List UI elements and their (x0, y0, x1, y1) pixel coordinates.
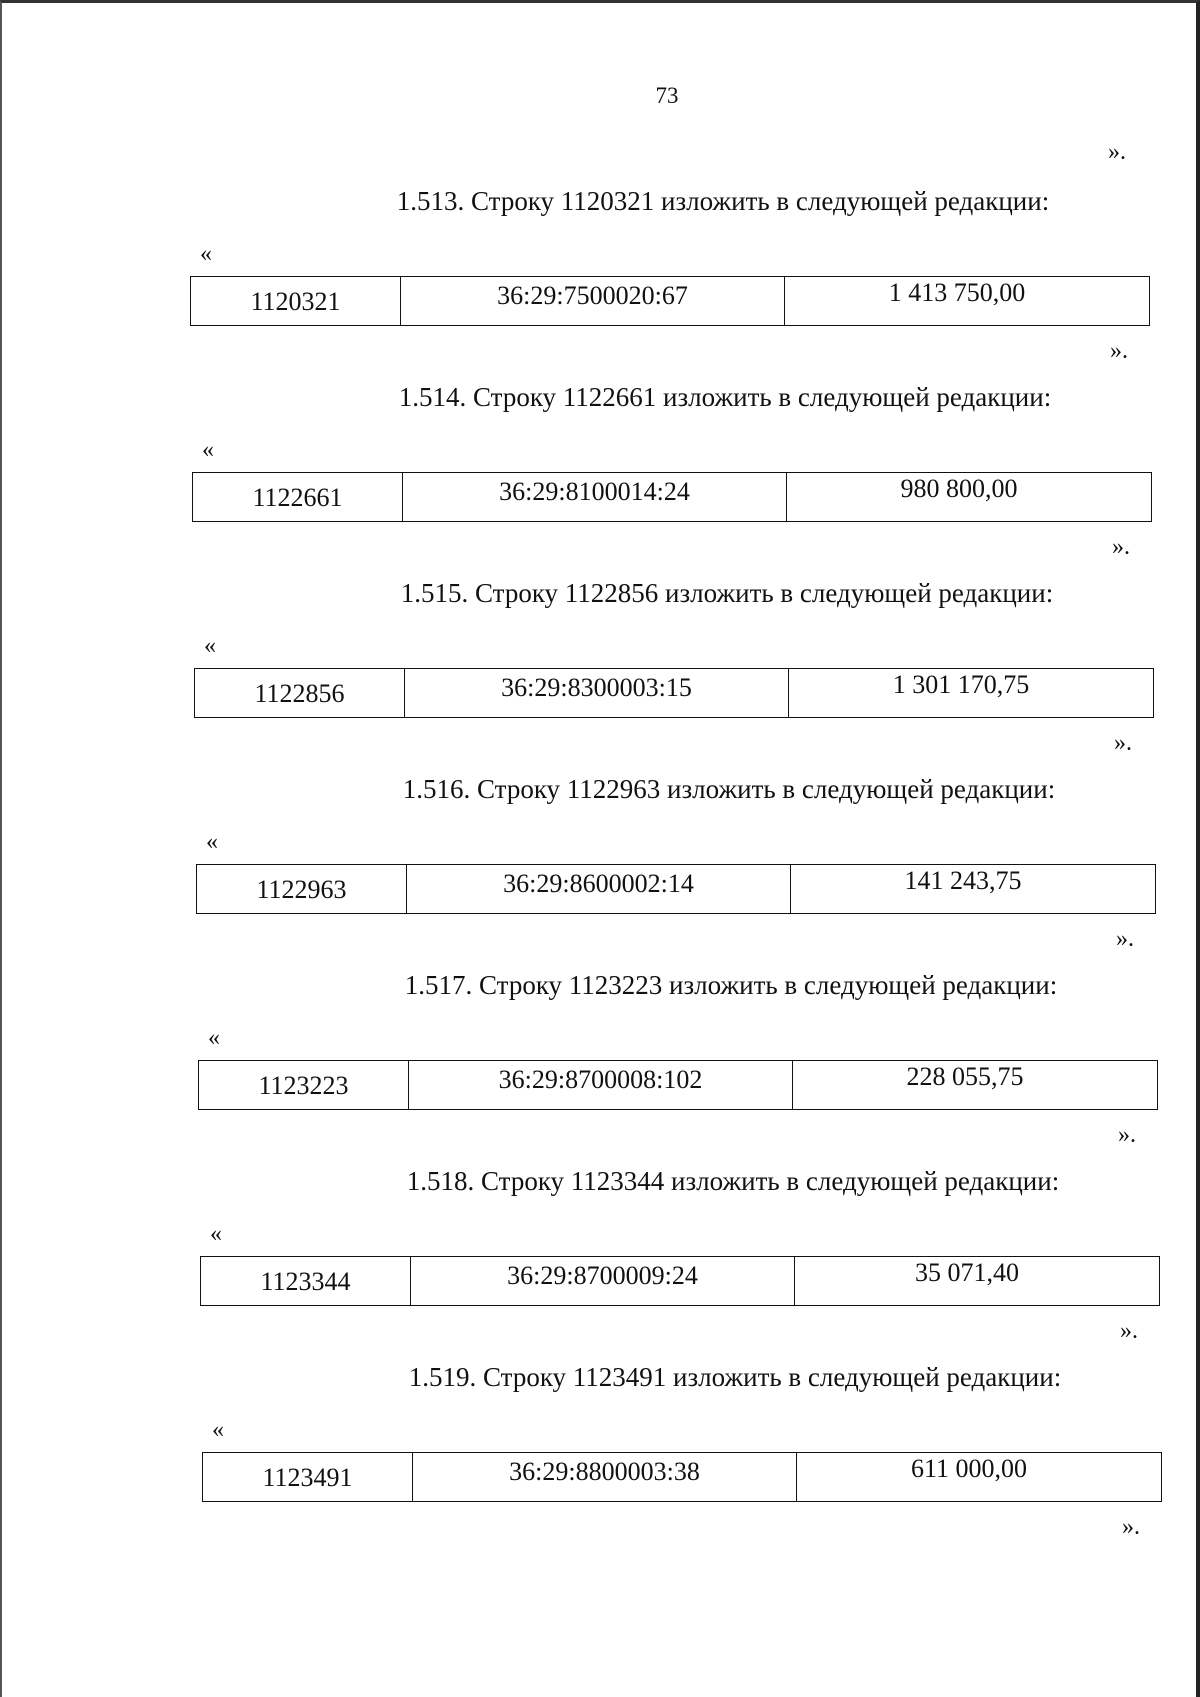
cadastral-number-cell: 36:29:8300003:15 (405, 669, 789, 717)
closing-quote: ». (1122, 1514, 1140, 1540)
cadastral-number-cell: 36:29:8100014:24 (403, 473, 787, 521)
closing-quote: ». (1114, 730, 1132, 756)
section-heading: 1.517. Строку 1123223 изложить в следующей редакции: (404, 970, 1058, 1000)
section-heading: 1.514. Строку 1122661 изложить в следующей редакции: (398, 382, 1052, 412)
amendment-section-1515 (2, 578, 1200, 774)
value-cell: 980 800,00 (900, 474, 1018, 503)
amended-row-table (198, 1060, 1158, 1110)
value-cell: 141 243,75 (904, 866, 1022, 895)
row-code-cell: 1120321 (191, 277, 401, 325)
section-heading: 1.513. Строку 1120321 изложить в следующей редакции: (396, 186, 1050, 216)
section-heading: 1.516. Строку 1122963 изложить в следующей редакции: (402, 774, 1056, 804)
section-heading: 1.518. Строку 1123344 изложить в следующей редакции: (406, 1166, 1060, 1196)
closing-quote: ». (1110, 338, 1128, 364)
amended-row-table (194, 668, 1154, 718)
closing-quote: ». (1116, 926, 1134, 952)
amendment-section-1513 (2, 186, 1200, 382)
opening-quote: « (208, 1025, 220, 1051)
row-code-cell: 1123344 (201, 1257, 411, 1305)
opening-quote: « (204, 633, 216, 659)
amended-row-table (202, 1452, 1162, 1502)
value-cell: 228 055,75 (906, 1062, 1024, 1091)
cadastral-number-cell: 36:29:8700008:102 (409, 1061, 793, 1109)
closing-quote: ». (1120, 1318, 1138, 1344)
opening-quote: « (212, 1417, 224, 1443)
row-code-cell: 1122963 (197, 865, 407, 913)
section-heading: 1.515. Строку 1122856 изложить в следующей редакции: (400, 578, 1054, 608)
closing-quote-top: ». (1108, 139, 1126, 165)
row-code-cell: 1122661 (193, 473, 403, 521)
value-cell: 35 071,40 (915, 1258, 1019, 1287)
cadastral-number-cell: 36:29:8800003:38 (413, 1453, 797, 1501)
cadastral-number-cell: 36:29:8600002:14 (407, 865, 791, 913)
amendment-section-1519 (2, 1362, 1200, 1558)
value-cell: 1 301 170,75 (892, 670, 1030, 699)
opening-quote: « (210, 1221, 222, 1247)
row-code-cell: 1123491 (203, 1453, 413, 1501)
cadastral-number-cell: 36:29:8700009:24 (411, 1257, 795, 1305)
amended-row-table (196, 864, 1156, 914)
opening-quote: « (200, 241, 212, 267)
amended-row-table (200, 1256, 1160, 1306)
value-cell: 1 413 750,00 (888, 278, 1026, 307)
page-number: 73 (655, 83, 679, 108)
section-heading: 1.519. Строку 1123491 изложить в следующей редакции: (408, 1362, 1062, 1392)
value-cell: 611 000,00 (910, 1454, 1028, 1483)
closing-quote: ». (1112, 534, 1130, 560)
amendment-section-1517 (2, 970, 1200, 1166)
row-code-cell: 1122856 (195, 669, 405, 717)
closing-quote: ». (1118, 1122, 1136, 1148)
amendment-section-1516 (2, 774, 1200, 970)
row-code-cell: 1123223 (199, 1061, 409, 1109)
amended-row-table (192, 472, 1152, 522)
cadastral-number-cell: 36:29:7500020:67 (401, 277, 785, 325)
amended-row-table (190, 276, 1150, 326)
opening-quote: « (206, 829, 218, 855)
amendment-section-1514 (2, 382, 1200, 578)
opening-quote: « (202, 437, 214, 463)
amendment-section-1518 (2, 1166, 1200, 1362)
